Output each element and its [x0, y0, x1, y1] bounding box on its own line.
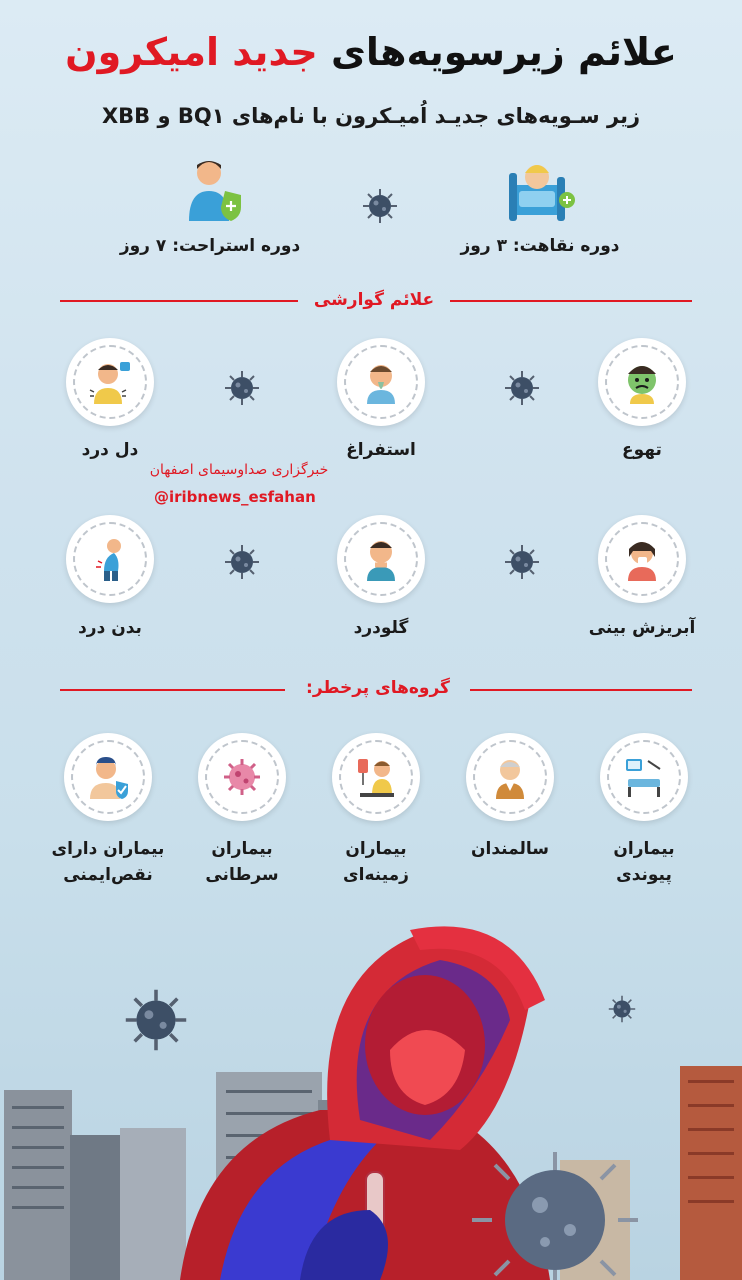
label-cancer: [182, 836, 302, 888]
sore-throat-person-icon: [359, 537, 403, 581]
rest-person-icon: [185, 155, 247, 225]
watermark-handle: @iribnews_esfahan: [154, 488, 316, 506]
page-title: [0, 30, 742, 74]
immune-shield-person-icon: [86, 755, 130, 799]
label-vomiting: استفراغ: [346, 440, 416, 460]
divider-right-2: [470, 689, 692, 691]
risk-underlying-disease: [332, 733, 420, 821]
subtitle: زیر سـویه‌های جدیـد اُمیـکرون با نام‌های BQ۱ و XBB: [101, 104, 641, 128]
symptom-vomiting: [337, 338, 425, 426]
hospital-bed-icon: [622, 755, 666, 799]
vomiting-person-icon: [359, 360, 403, 404]
label-immunodeficiency: [38, 836, 178, 888]
label-elderly: [450, 836, 570, 862]
label-transplant: [584, 836, 704, 888]
title-part-red: جدید امیکرون: [65, 30, 318, 74]
iv-patient-icon: [354, 755, 398, 799]
virus-icon: [504, 370, 540, 406]
label-immunodeficiency-line1: بیماران دارای: [51, 839, 165, 859]
rest-period-text: دوره استراحت: ۷ روز: [119, 236, 301, 256]
virus-icon: [224, 370, 260, 406]
label-underlying-line1: بیماران: [345, 839, 407, 859]
cancer-cell-icon: [220, 755, 264, 799]
divider-right: [450, 300, 692, 302]
label-elderly-line1: سالمندان: [471, 839, 549, 859]
label-transplant-line1: بیماران: [613, 839, 675, 859]
risk-transplant: [600, 733, 688, 821]
virus-icon: [124, 988, 188, 1052]
risk-elderly: [466, 733, 554, 821]
recovery-period-text: دوره نقاهت: ۳ روز: [460, 236, 620, 256]
label-sore-throat: گلودرد: [353, 618, 409, 638]
virus-icon: [608, 995, 636, 1023]
virus-icon: [362, 188, 398, 224]
bed-patient-icon: [505, 155, 577, 225]
label-body-ache: بدن درد: [78, 618, 142, 638]
elderly-person-icon: [488, 755, 532, 799]
label-stomachache: دل درد: [81, 440, 139, 460]
body-ache-person-icon: [88, 537, 132, 581]
symptom-sore-throat: [337, 515, 425, 603]
label-transplant-line2: پیوندی: [616, 865, 672, 885]
symptoms-section-title: علائم گوارشی: [313, 290, 435, 310]
title-part-black: علائم زیرسویه‌های: [331, 30, 677, 74]
label-nausea: تهوع: [622, 440, 662, 460]
label-immunodeficiency-line2: نقص‌ایمنی: [63, 865, 153, 885]
risk-cancer: [198, 733, 286, 821]
divider-left: [60, 300, 298, 302]
label-underlying: [316, 836, 436, 888]
divider-left-2: [60, 689, 285, 691]
virus-icon: [504, 544, 540, 580]
runny-nose-person-icon: [620, 537, 664, 581]
risk-section-title: گروه‌های پرخطر:: [306, 678, 450, 698]
risk-immunodeficiency: [64, 733, 152, 821]
symptom-body-ache: [66, 515, 154, 603]
large-virus-icon: [470, 1150, 640, 1280]
label-runny-nose: آبریزش بینی: [588, 618, 696, 638]
symptom-stomachache: [66, 338, 154, 426]
label-underlying-line2: زمینه‌ای: [343, 865, 409, 885]
label-cancer-line2: سرطانی: [205, 865, 279, 885]
symptom-nausea: [598, 338, 686, 426]
stomachache-person-icon: [88, 360, 132, 404]
nausea-face-icon: [620, 360, 664, 404]
watermark-agency: خبرگزاری صداوسیمای اصفهان: [149, 462, 329, 478]
virus-icon: [224, 544, 260, 580]
symptom-runny-nose: [598, 515, 686, 603]
label-cancer-line1: بیماران: [211, 839, 273, 859]
